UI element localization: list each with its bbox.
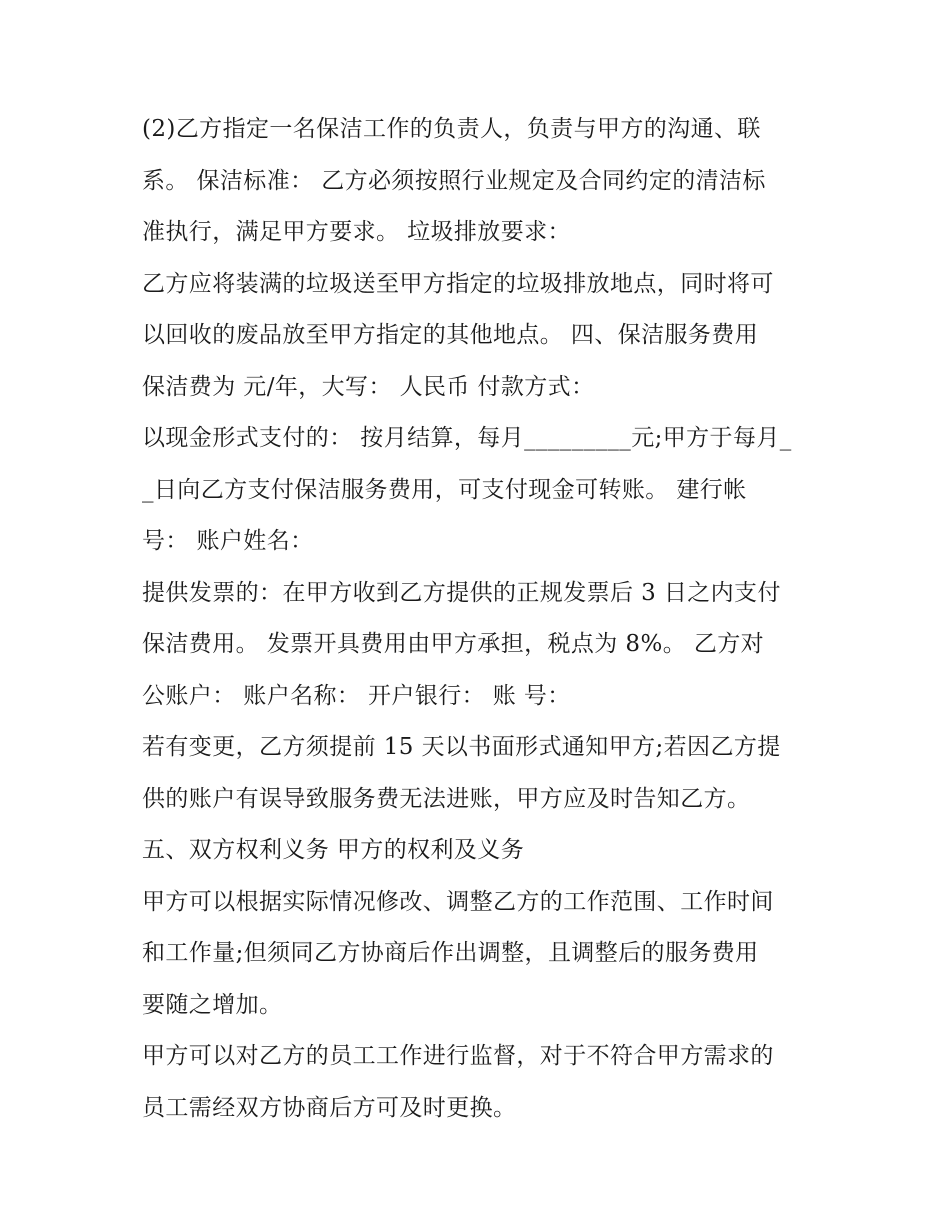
text-line: 号： 账户姓名： bbox=[142, 528, 314, 554]
text-line: 系。 保洁标准： 乙方必须按照行业规定及合同约定的清洁标 bbox=[142, 167, 766, 194]
text-line: 和工作量;但须同乙方协商后作出调整，且调整后的服务费用 bbox=[142, 940, 759, 966]
text-line: 若有变更，乙方须提前 15 天以书面形式通知甲方;若因乙方提 bbox=[142, 734, 781, 760]
text-line: 提供发票的：在甲方收到乙方提供的正规发票后 3 日之内支付 bbox=[142, 579, 781, 606]
text-line: 以现金形式支付的： 按月结算，每月_________元;甲方于每月_ bbox=[142, 425, 792, 451]
document-body bbox=[142, 104, 822, 1134]
text-line: 甲方可以根据实际情况修改、调整乙方的工作范围、工作时间 bbox=[142, 888, 774, 915]
text-line: 公账户： 账户名称： 开户银行： 账 号： bbox=[142, 682, 571, 709]
text-line: 准执行，满足甲方要求。 垃圾排放要求： bbox=[142, 219, 571, 245]
text-line: 要随之增加。 bbox=[142, 991, 283, 1018]
text-line: 员工需经双方协商后方可及时更换。 bbox=[142, 1094, 517, 1121]
text-line: 甲方可以对乙方的员工工作进行监督，对于不符合甲方需求的 bbox=[142, 1043, 774, 1069]
text-line: (2)乙方指定一名保洁工作的负责人，负责与甲方的沟通、联 bbox=[142, 116, 761, 142]
text-line: 以回收的废品放至甲方指定的其他地点。 四、保洁服务费用 bbox=[142, 322, 759, 348]
text-line: _日向乙方支付保洁服务费用，可支付现金可转账。 建行帐 bbox=[142, 476, 747, 503]
text-line: 五、双方权利义务 甲方的权利及义务 bbox=[142, 837, 525, 863]
text-line: 保洁费用。 发票开具费用由甲方承担，税点为 8%。 乙方对 bbox=[142, 631, 765, 657]
text-line: 保洁费为 元/年，大写： 人民币 付款方式： bbox=[142, 373, 595, 400]
text-line: 乙方应将装满的垃圾送至甲方指定的垃圾排放地点，同时将可 bbox=[142, 270, 774, 297]
text-line: 供的账户有误导致服务费无法进账，甲方应及时告知乙方。 bbox=[142, 785, 751, 812]
